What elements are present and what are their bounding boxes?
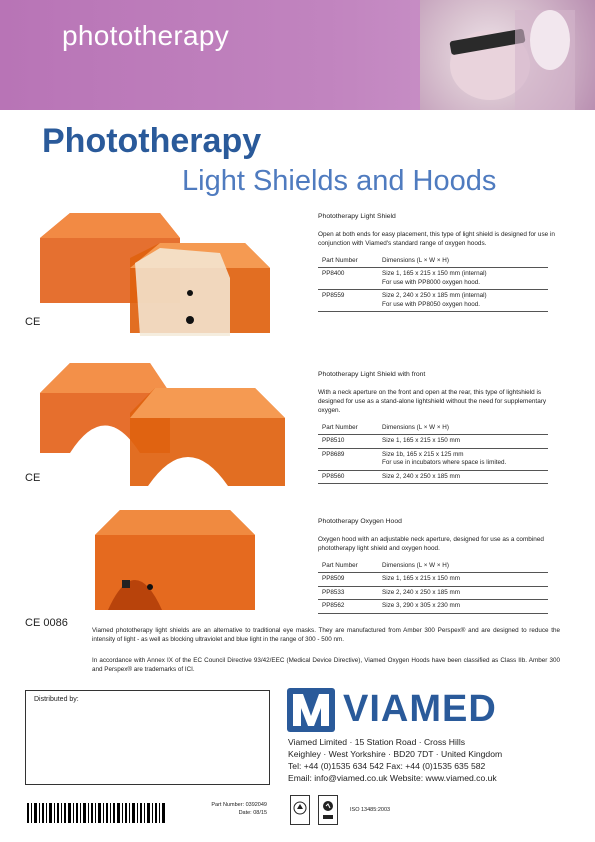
contact-block [288,736,502,784]
column-header: Dimensions (L × W × H) [378,560,548,573]
column-header: Dimensions (L × W × H) [378,255,548,268]
part-number: PP8562 [318,600,378,613]
date-label: Date: 08/15 [238,809,267,816]
spec-table [318,560,548,614]
header-banner [0,0,595,110]
table-row [318,448,548,470]
section-heading: Phototherapy Light Shield [318,213,396,220]
column-header: Part Number [318,422,378,435]
section-heading: Phototherapy Light Shield with front [318,371,426,378]
table-row [318,470,548,483]
dimensions: Size 3, 290 x 305 x 230 mm [382,602,461,610]
ce-mark: CE 0086 [25,617,68,629]
section-description: Oxygen hood with an adjustable neck aperture, designed for use as a combined phototherapy light shield and oxygen hood. [318,536,544,552]
ce-mark: CE [25,472,41,484]
section-description: With a neck aperture on the front and open at the rear, this type of lightshield is designed for use as a stand-alone lightshield without the need for supplementary oxygen. [318,389,547,414]
column-header: Part Number [318,255,378,268]
distributor-label: Distributed by: [34,696,79,703]
part-info [205,802,267,817]
table-row [318,600,548,613]
spec-table [318,422,548,484]
spec-table [318,255,548,312]
table-row [318,435,548,448]
section-oxygen-hood [318,517,558,614]
table-row [318,290,548,312]
dimensions: Size 1, 165 x 215 x 150 mm [382,575,461,583]
certification-icon [290,795,310,825]
table-row [318,573,548,586]
intro-paragraph: Viamed phototherapy light shields are an alternative to traditional eye masks. They are manufactured from Amber 300 Perspex® and are designed to reduce the intensity of light - as well as blocking ultraviolet and blue light in the range of 300 - 500 nm. [92,627,560,643]
page-subtitle: Light Shields and Hoods [182,165,497,197]
part-number: PP8560 [318,470,378,483]
ce-mark: CE [25,316,41,328]
part-number-label: Part Number: 0392049 [211,802,267,808]
barcode [27,803,167,823]
email-line: Email: info@viamed.co.uk Website: www.viamed.co.uk [288,773,497,783]
dimensions: Size 1, 165 x 215 x 150 mm [382,437,461,445]
page-title: Phototherapy [42,122,262,160]
dimensions: Size 1, 165 x 215 x 150 mm (internal) [382,270,487,278]
dimensions: Size 2, 240 x 250 x 185 mm (internal) [382,292,487,300]
iso-label: ISO 13485:2003 [350,807,391,813]
directive-paragraph: In accordance with Annex IX of the EC Council Directive 93/42/EEC (Medical Device Directive), Viamed Oxygen Hoods have been classified as Class IIb. Amber 300 and Perspex® are trademarks of ICI. [92,657,560,673]
viamed-logo-icon [287,688,335,732]
dimensions: Size 2, 240 x 250 x 185 mm [382,472,461,480]
distributor-box [25,690,270,785]
light-shield-image [30,208,295,348]
row-note: For use in incubators where space is limited. [382,459,507,467]
light-shield-front-image [30,358,295,493]
dimensions: Size 1b, 165 x 215 x 125 mm [382,450,464,458]
company-logo-text: VIAMED [343,688,497,730]
column-header: Part Number [318,560,378,573]
address-line: Viamed Limited · 15 Station Road · Cross Hills [288,737,466,747]
section-heading: Phototherapy Oxygen Hood [318,518,402,525]
part-number: PP8509 [318,573,378,586]
table-row [318,586,548,599]
part-number: PP8510 [318,435,378,448]
oxygen-hood-image [80,505,300,615]
row-note: For use with PP8050 oxygen hood. [382,300,481,308]
dimensions: Size 2, 240 x 250 x 185 mm [382,588,461,596]
phone-line: Tel: +44 (0)1535 634 542 Fax: +44 (0)1535 635 582 [288,761,486,771]
section-description: Open at both ends for easy placement, this type of light shield is designed for use in conjunction with Viamed's standard range of oxygen hoods. [318,231,555,247]
table-row [318,268,548,290]
section-light-shield-front [318,370,558,484]
header-title: phototherapy [62,20,230,51]
part-number: PP8533 [318,586,378,599]
part-number: PP8689 [318,448,378,470]
baby-photo [420,0,595,110]
section-light-shield [318,212,558,312]
part-number: PP8559 [318,290,378,312]
part-number: PP8400 [318,268,378,290]
column-header: Dimensions (L × W × H) [378,422,548,435]
row-note: For use with PP8000 oxygen hood. [382,278,481,286]
address-line: Keighley · West Yorkshire · BD20 7DT · United Kingdom [288,749,503,759]
ukas-icon [318,795,338,825]
